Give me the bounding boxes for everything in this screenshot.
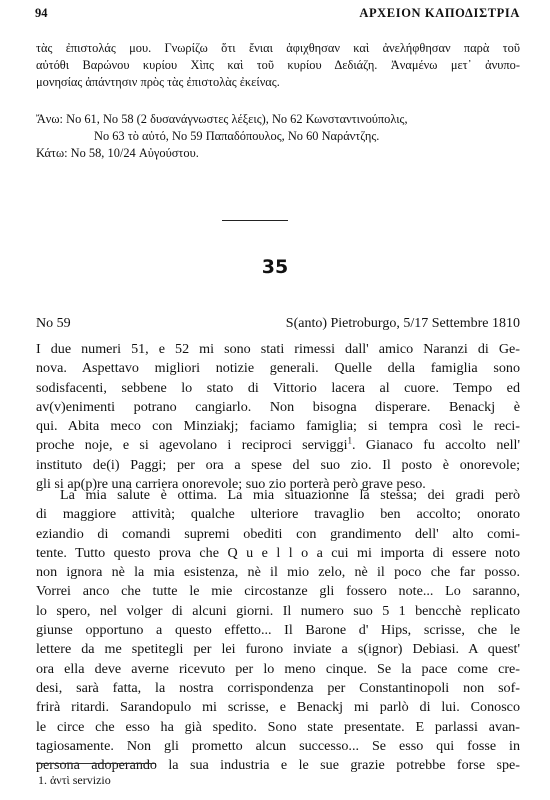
dateline — [36, 315, 520, 333]
text-line: μονησίας ἀπάντησιν πρὸς τὰς ἐπιστολὰς ἐκείνας. — [36, 75, 280, 89]
text-line: av(v)enimenti potrano cangiarlo. Non bisogna disperare. Benackj è — [36, 398, 520, 415]
note-kato-line: No 58, 10/24 Αὐγούστου. — [70, 146, 199, 160]
note-kato-label: Κάτω: — [36, 146, 68, 160]
paragraph-1 — [36, 340, 520, 494]
footnote-rule — [36, 763, 156, 764]
archival-notes — [36, 111, 520, 162]
text-line: persona adoperando la sua industria e le sue grazie potrebbe forse spe- — [36, 757, 520, 774]
footnote-marker: 1 — [347, 435, 353, 446]
text-line: non ignora nè la mia esistenza, nè il mio zelo, nè il poco che far posso. — [36, 564, 520, 581]
text-line: nova. Aspettavo migliori notizie generali. Quelle della famiglia sono — [36, 360, 520, 377]
running-title: ΑΡΧΕΙΟΝ ΚΑΠΟΔΙΣΤΡΙΑ — [359, 6, 520, 20]
greek-paragraph — [36, 40, 520, 91]
text-line: I due numeri 51, e 52 mi sono stati rimessi dall' amico Naranzi di Ge- — [36, 341, 520, 357]
text-line: lo spero, nel volger di alcuni giorni. Il numero suo 5 1 bencchè replicato — [36, 602, 520, 619]
paragraph-2 — [36, 486, 520, 775]
text-line: le circe che esso ha già spedito. Sono state presentate. E parlassi avan- — [36, 718, 520, 735]
text-line: τὰς ἐπιστολάς μου. Γνωρίζω ὅτι ἔνιαι ἀφιχθησαν καὶ ἀνελήφθησαν παρὰ τοῦ — [36, 41, 520, 55]
text-line-with-footnote — [36, 436, 520, 455]
document-number: 35 — [261, 256, 289, 278]
note-ano-label: Ἄνω: — [36, 112, 64, 126]
note-kato — [36, 145, 520, 162]
text-line: αὐτόθι Βαρώνου κυρίου Χὶπς καὶ τοῦ κυρίου Δεδιάζη. Ἀναμένω μετ᾽ ἀνυπο- — [36, 58, 520, 72]
letter-number: No 59 — [36, 316, 71, 331]
text-line: eziandio di comandi supremi obediti con grandimento dell' alto comi- — [36, 525, 520, 542]
text-line: La mia salute è ottima. La mia situazionne la stessa; dei gradi però — [60, 487, 520, 503]
text-line: desi, sarà fatta, la nostra corrispondenza per Constantinopoli non sof- — [36, 679, 520, 696]
text-line: ora ella deve averne ricevuto per lo meno cinque. Se la pace come cre- — [36, 660, 520, 677]
text-line: instituto de(i) Paggi; per ora a spese del suo zio. Il posto è onorevole; — [36, 456, 520, 473]
section-divider — [222, 220, 288, 221]
text-line: frirà ritardi. Sarandopulo mi scrisse, e Benackj mi parlò di lui. Conosco — [36, 699, 520, 716]
text-line: Vorrei anco che tutte le mie circostanze gli fossero note... Lo saranno, — [36, 583, 520, 600]
text-line: lettere da me spetitegli per lei furono inviate a s(ignor) Debiasi. A quest' — [36, 641, 520, 658]
place-date: S(anto) Pietroburgo, 5/17 Settembre 1810 — [285, 316, 520, 331]
running-header — [35, 6, 520, 26]
page-number: 94 — [35, 6, 48, 20]
note-ano — [36, 111, 520, 128]
footnote: 1. ἀντὶ servizio — [38, 773, 111, 787]
text-line: giunse opportuno a questo effetto... Il Barone d' Hips, scrisse, che le — [36, 622, 520, 639]
text-line: di maggiore attività; qualche ulteriore travaglio ben accolto; onorato — [36, 506, 520, 523]
text-line: gli si ap(p)re una carriera onorevole; suo zio porterà però grave peso. — [36, 476, 426, 493]
text-segment: . Gianaco fu accolto nell' — [352, 437, 520, 454]
note-ano-line-2: No 63 τὸ αὐτό, No 59 Παπαδόπουλος, No 60 Ναράντζης. — [94, 129, 380, 143]
text-line: tagiosamente. Non gli prometto alcun successo... Se esso qui fosse in — [36, 737, 520, 754]
note-ano-line-1: No 61, No 58 (2 δυσανάγνωστες λέξεις), No 62 Κωνσταντινούπολις, — [66, 112, 408, 126]
text-line: tente. Tutto questo prova che Q u e l l o a cui mi importa di essere noto — [36, 544, 520, 561]
text-line: sodisfacenti, sebbene lo stato di Vittorio lacera al cuore. Tempo ed — [36, 379, 520, 396]
text-line: qui. Abita meco con Minziakj; faciamo famiglia; si tempra così le reci- — [36, 418, 520, 435]
text-segment: proche noje, e si agevolano i reciproci serviggi — [36, 437, 348, 454]
